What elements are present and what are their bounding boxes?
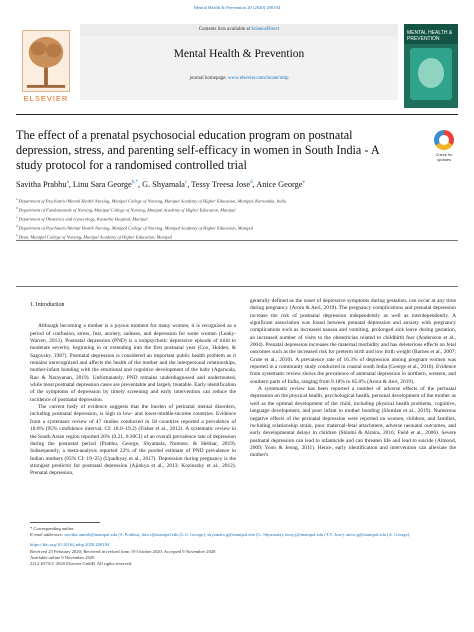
body-paragraph: Although becoming a mother is a joyous moment for many women, it is recognized as a period of confusion, stress, fear, anxiety, sadness, and depression for some women (Leahy-Warren, 2013). Postnatal depression (PND) is a nonpsychotic depressive episode of mild to moderate severity, beginning in or extending into the first postnatal year (Cox, Holden, & Sagovsky, 1987). Postnatal depression is considered an important public health problem as it remains unrecognized and affects the health of the mother and the interpersonal relationships, mother-infant bonding with the emotional and cognitive development of the baby (Agarwala, Rao & Narayanan, 2019). Unfortunately, PND remains underdiagnosed and undertreated, while most postnatal depression cases are preventable and largely treatable. Early identification of the symptoms of depression by timely screening and early intervention can reduce the incidence of postnatal depression. (30, 323, 236, 403)
email-line (30, 532, 460, 538)
cover-art-circle (418, 58, 444, 88)
check-for-updates-badge[interactable] (430, 130, 458, 164)
elsevier-wordmark: ELSEVIER (23, 94, 69, 103)
abstract-divider-top (16, 240, 458, 241)
journal-citation-header[interactable]: Mental Health & Prevention 20 (2020) 200194 (193, 5, 281, 10)
abstract-divider-bottom (16, 286, 458, 287)
author-affil-marker[interactable]: b,* (131, 180, 138, 186)
journal-info-box (80, 24, 398, 108)
affiliation-item: $^d$Department of Psychiatric/Mental Health Nursing, Manipal College of Nursing, Manipal Academy of Higher Education, Manipal (16, 223, 254, 231)
crossmark-label: Check for updates (435, 152, 453, 162)
body-column-right (250, 298, 456, 460)
affiliation-item: $^c$Department of Obstetrics and Gynecology, Kasturba Hospital, Manipal (16, 214, 148, 222)
author-name[interactable]: Tessy Treesa Jose (191, 180, 251, 189)
cover-title: MENTAL HEALTH & PREVENTION (407, 30, 453, 42)
contents-prefix: Contents lists available at (198, 27, 250, 32)
corresponding-author-note: * Corresponding author. (30, 526, 75, 531)
sciencedirect-link[interactable]: ScienceDirect (251, 27, 280, 32)
journal-info-panel (80, 36, 398, 100)
author-affil-marker[interactable]: d (250, 180, 253, 186)
tree-logo-icon (22, 30, 70, 92)
email-prefix: E-mail addresses: (30, 532, 64, 538)
elsevier-logo[interactable] (16, 24, 76, 108)
author-name[interactable]: Linu Sara George (72, 180, 132, 189)
section-heading: 1. Introduction (30, 302, 65, 308)
body-paragraph: generally defined as the onset of depressive symptoms during gestation, can occur at any time during pregnancy (Arora & Aeri, 2019). The pregnancy complications and prenatal depression increase the risk of postnatal depression independently as well as interdependently. A significant association was found between prenatal depression and anxiety with pregnancy complications such as increased nausea and vomiting, prolonged sick leave during gestation, an increased number of visits to the obstetrician related to childbirth fear (Andersson et al., 2004). Prenatal depression increases the maternal morbidity and has deleterious effects on fetal outcomes such as the increased risk for preterm birth and low birth weight (Barnes et al., 2007; Grote et al., 2010). A prevalence rate of 16.3% of depression among pregnant women was reported in a community study conducted in coastal south India (George et al., 2016). Evidence from systematic review shows the prevalence of antenatal depression in northern, western, and southern parts of India, ranging from 9.18% to 65.0% (Arora & Aeri, 2019). (250, 298, 456, 385)
email-addresses[interactable]: savitha.umesh@manipal.edu (S. Prabhu), linu.s@manipal.edu (L.S. George), shyamala.g@manipal.edu (G. Shyamala), tessy.j@manipal.edu (T.T. Jose), anice.g@manipal.edu (A. George). (64, 532, 411, 538)
affiliation-item: $^b$Department of Fundamentals of Nursing, Manipal College of Nursing, Manipal Academy of Higher Education, Manipal (16, 205, 236, 213)
author-name[interactable]: Anice George (256, 180, 303, 189)
online-date: Available online 9 November 2020 (30, 554, 95, 560)
author-list: Savitha Prabhu$^a$, Linu Sara George$^{b,*}$, G. Shyamala$^c$, Tessy Treesa Jose$^d$, Anice George$^e$ (16, 180, 305, 189)
copyright: 2212-6570/© 2020 Elsevier GmbH. All rights reserved. (30, 561, 133, 567)
author-name[interactable]: G. Shyamala (142, 180, 185, 189)
body-paragraph: A systematic review has been reported a number of adverse effects of the perinatal depression on the physical health, psychological health, personal development of the mother as well as the optimal development of the child, including physical health problems, cognitive, language development, and poor infant to mother bonding (Slomian et al., 2019). Numerous negative effects of the perinatal depression were reported on women, children, and families, including relationship strain, poor maternal-fetal attachment, adverse neonatal outcomes, and early developmental delays in children (Shlomi & Alraira, 2016; Field et al., 2006). Severe postnatal depression can lead to infanticide and can threaten life and lead to suicide (Almond, 2009; Yoon & Jeong, 2011). Hence, early identification and intervention can alleviate the mother's (250, 386, 456, 459)
header-divider (16, 114, 458, 115)
journal-homepage-line (80, 76, 398, 81)
journal-masthead (16, 24, 458, 108)
body-column-left (30, 302, 236, 478)
received-dates: Received 25 February 2020; Received in revised form 19 October 2020; Accepted 9 November 2020 (30, 548, 216, 554)
homepage-prefix: journal homepage: (189, 76, 227, 81)
footnote-divider (30, 522, 100, 523)
affiliation-item: $^a$Department of Psychiatric/Mental Health Nursing, Manipal College of Nursing, Manipal Academy of Higher Education, Manipal, Karnataka, India (16, 197, 287, 204)
author-name[interactable]: Savitha Prabhu (16, 180, 67, 189)
author-affil-marker[interactable]: a (66, 180, 69, 186)
footnotes (30, 526, 460, 567)
author-affil-marker[interactable]: e (302, 180, 305, 186)
article-title: The effect of a prenatal psychosocial education program on postnatal depression, stress, and parenting self-efficacy in women in South India - A study protocol for a randomised controlled trial (16, 128, 379, 173)
journal-cover-thumbnail[interactable] (404, 24, 458, 108)
crossmark-icon (434, 130, 454, 150)
affiliations (16, 196, 458, 241)
affiliation-item: $^e$Dean, Manipal College of Nursing, Manipal Academy of Higher Education, Manipal (16, 232, 172, 240)
author-affil-marker[interactable]: c (184, 180, 188, 186)
body-paragraph: The current body of evidence suggests that the burden of perinatal mental disorders, including postnatal depression, is high in low- and lower-middle-income countries. Evidence from a systematic review of 47 studies conducted in 18 countries reported a prevalence of 18.6% (95% confidence interval, CI: 18.0–19.2) (Fisher et al., 2012). A systematic review in the South Asian region reported 26% (0.21, 0.30CI) of an overall prevalence rate of depression during the postnatal period (Prabhu, George, Shyamala, Nomoto, & Hebbar, 2019). Subsequently, a meta-analysis reported 22% of the pooled estimate of PND prevalence in Indian mothers (95% CI: 19–25) (Upadhyay et al., 2017). Depression during pregnancy is the strongest predictor for postnatal depression (Ajinkya et al., 2013; Kozinszky et al., 2012). Prenatal depression, (30, 404, 236, 477)
journal-name: Mental Health & Prevention (173, 48, 305, 60)
doi-link[interactable]: https://doi.org/10.1016/j.mhp.2020.200194 (30, 542, 110, 548)
contents-line (80, 24, 398, 36)
homepage-link[interactable]: www.elsevier.com/locate/mhp (228, 76, 289, 81)
